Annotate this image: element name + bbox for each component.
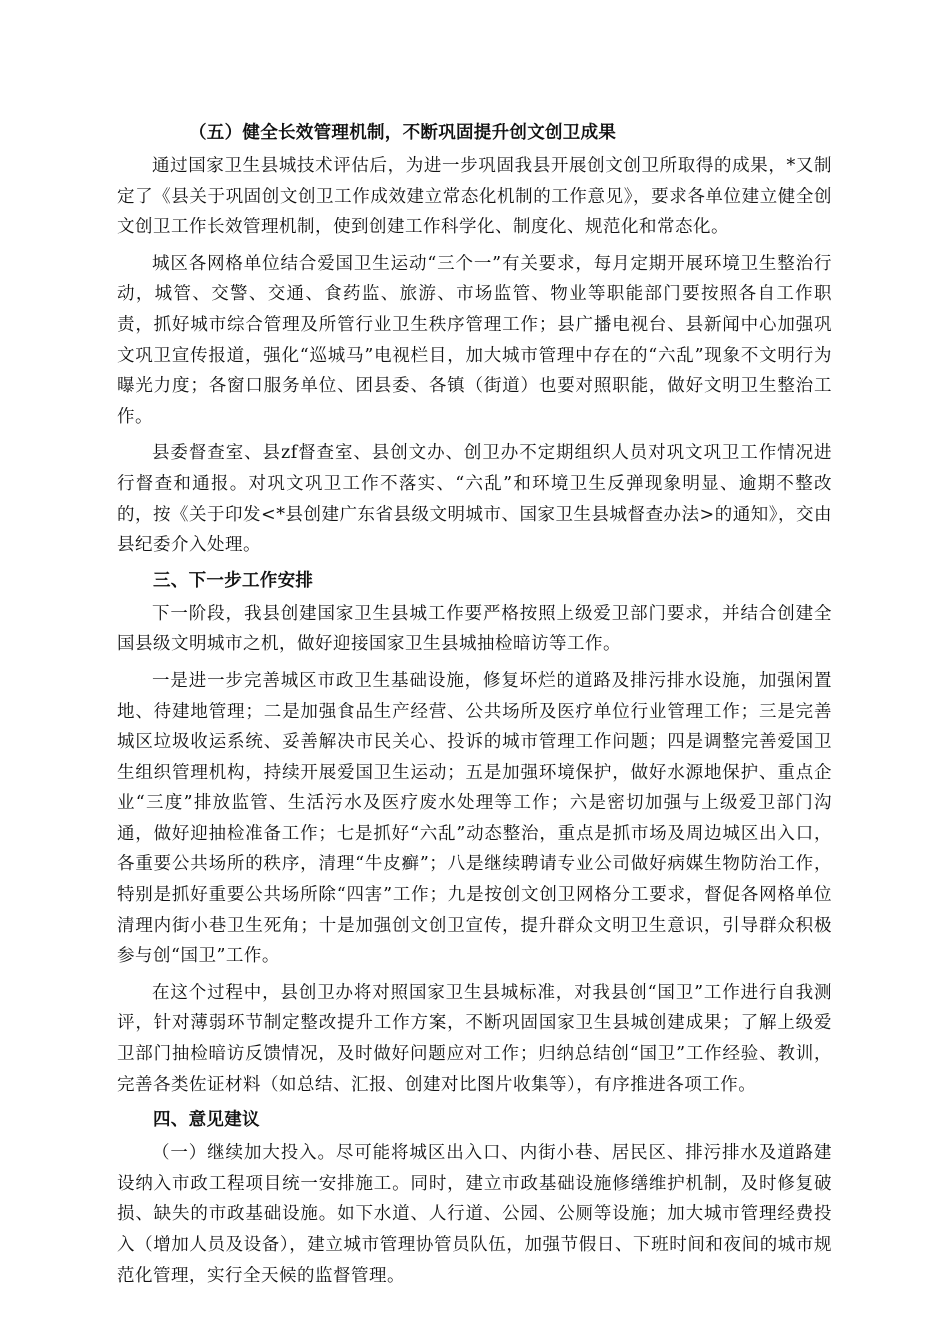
paragraph: （一）继续加大投入。尽可能将城区出入口、内街小巷、居民区、排污排水及道路建设纳入市政工程项目统一安排施工。同时，建立市政基础设施修缮维护机制，及时修复破损、缺失的市政基础设施。如下水道、人行道、公园、公厕等设施；加大城市管理经费投入（增加人员及设备），建立城市管理协管员队伍，加强节假日、下班时间和夜间的城市规范化管理，实行全天候的监督管理。 [117,1143,832,1286]
paragraph: 一是进一步完善城区市政卫生基础设施，修复坏烂的道路及排污排水设施，加强闲置地、待建地管理；二是加强食品生产经营、公共场所及医疗单位行业管理工作；三是完善城区垃圾收运系统、妥善解决市民关心、投诉的城市管理工作问题；四是调整完善爱国卫生组织管理机构，持续开展爱国卫生运动；五是加强环境保护，做好水源地保护、重点企业“三度”排放监管、生活污水及医疗废水处理等工作；六是密切加强与上级爱卫部门沟通，做好迎抽检准备工作；七是抓好“六乱”动态整治，重点是抓市场及周边城区出入口，各重要公共场所的秩序，清理“牛皮癣”；八是继续聘请专业公司做好病媒生物防治工作，特别是抓好重要公共场所除“四害”工作；九是按创文创卫网格分工要求，督促各网格单位清理内街小巷卫生死角；十是加强创文创卫宣传，提升群众文明卫生意识，引导群众积极参与创“国卫”工作。 [117,670,832,967]
paragraph: 下一阶段，我县创建国家卫生县城工作要严格按照上级爱卫部门要求，并结合创建全国县级文明城市之机，做好迎接国家卫生县城抽检暗访等工作。 [117,603,832,655]
paragraph: 在这个过程中，县创卫办将对照国家卫生县城标准，对我县创“国卫”工作进行自我测评，针对薄弱环节制定整改提升工作方案，不断巩固国家卫生县城创建成果；了解上级爱卫部门抽检暗访反馈情况，及时做好问题应对工作；归纳总结创“国卫”工作经验、教训，完善各类佐证材料（如总结、汇报、创建对比图片收集等），有序推进各项工作。 [117,982,832,1095]
document-page [117,119,832,1295]
section-4-heading: 四、意见建议 [153,1110,260,1131]
paragraph: 城区各网格单位结合爱国卫生运动“三个一”有关要求，每月定期开展环境卫生整治行动，城管、交警、交通、食药监、旅游、市场监管、物业等职能部门要按照各自工作职责，抓好城市综合管理及所管行业卫生秩序管理工作；县广播电视台、县新闻中心加强巩文巩卫宣传报道，强化“巡城马”电视栏目，加大城市管理中存在的“六乱”现象不文明行为曝光力度；各窗口服务单位、团县委、各镇（街道）也要对照职能，做好文明卫生整治工作。 [117,253,832,427]
section-5-heading: （五）健全长效管理机制，不断巩固提升创文创卫成果 [189,123,617,143]
paragraph: 通过国家卫生县城技术评估后，为进一步巩固我县开展创文创卫所取得的成果，*又制定了《县关于巩固创文创卫工作成效建立常态化机制的工作意见》，要求各单位建立健全创文创卫工作长效管理机制，使到创建工作科学化、制度化、规范化和常态化。 [117,156,832,238]
paragraph: 县委督查室、县zf督查室、县创文办、创卫办不定期组织人员对巩文巩卫工作情况进行督查和通报。对巩文巩卫工作不落实、“六乱”和环境卫生反弹现象明显、逾期不整改的，按《关于印发<*县创建广东省县级文明城市、国家卫生县城督查办法>的通知》，交由县纪委介入处理。 [117,443,832,556]
section-3-heading: 三、下一步工作安排 [153,570,314,591]
